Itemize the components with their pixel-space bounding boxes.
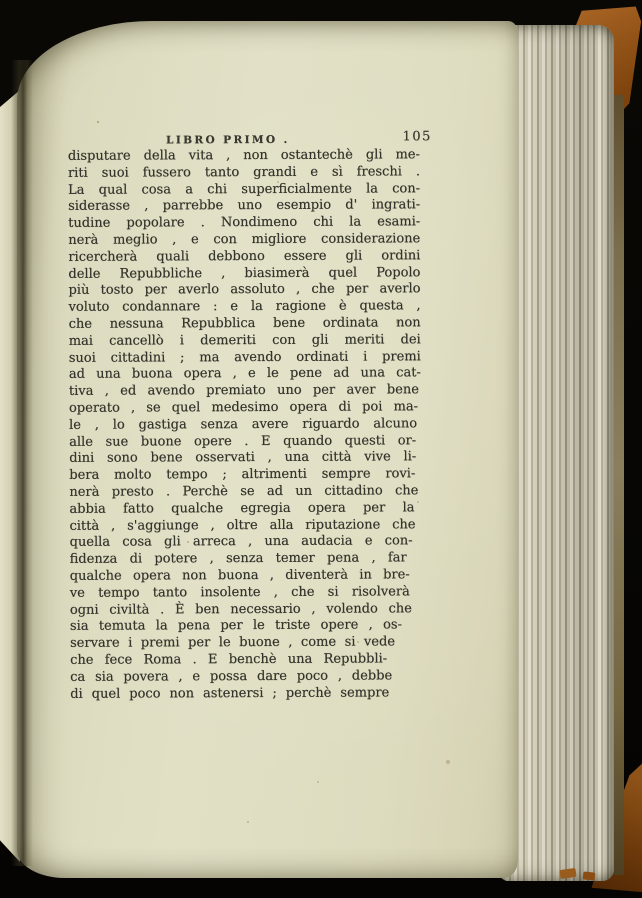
text-line: siderasse , parrebbe uno esempio d' ingrati-	[68, 197, 421, 215]
running-header-title: LIBRO PRIMO .	[166, 133, 290, 147]
text-line: fidenza di potere , senza temer pena , far	[69, 550, 407, 567]
text-line: mai cancellò i demeriti con gli meriti dei	[68, 331, 421, 349]
text-line: di quel poco non astenersi ; perchè sempre	[70, 684, 390, 702]
text-line: abbia fatto qualche egregia opera per la	[69, 499, 415, 517]
text-line: nerà meglio , e con migliore considerazione	[68, 231, 421, 248]
book-page	[17, 21, 518, 878]
text-line: qualche opera non buona , diventerà in bre-	[69, 567, 410, 584]
text-line: ad una buona opera , e le pene ad una cat-	[68, 365, 421, 383]
text-line: bera molto tempo ; altrimenti sempre rovi-	[69, 466, 416, 483]
text-line: dini sono bene osservati , una città vive li-	[69, 449, 417, 467]
text-line: voluto condannare : e la ragione è questa ,	[68, 298, 421, 315]
text-line: servare i premi per le buone , come si vede	[69, 634, 396, 651]
page-number: 105	[402, 129, 432, 145]
text-line: ve tempo tanto insolente , che si risolverà	[69, 584, 410, 601]
text-line: città , s'aggiunge , oltre alla riputazione che	[69, 516, 416, 534]
text-line: le , lo gastiga senza avere riguardo alcuno	[69, 415, 418, 433]
text-line: nerà presto . Perchè se ad un cittadino che	[69, 483, 419, 500]
printed-text-block	[67, 128, 432, 703]
leather-chip	[583, 871, 596, 880]
text-line: riti suoi fussero tanto grandi e sì freschi .	[67, 164, 420, 181]
text-line: quella cosa gli arreca , una audacia e con-	[69, 533, 413, 551]
text-line: ca sia povera , e possa dare poco , debbe	[70, 668, 393, 685]
text-line: che nessuna Repubblica bene ordinata non	[68, 315, 421, 332]
text-line: più tosto per averlo assoluto , che per averlo	[68, 281, 421, 299]
text-line: tudine popolare . Nondimeno chi la esami-	[68, 214, 421, 231]
text-line: che fece Roma . E benchè una Repubbli-	[70, 651, 388, 668]
text-line: ricercherà quali debbono essere gli ordini	[68, 248, 421, 265]
text-line: operato , se quel medesimo opera di poi ma-	[68, 399, 418, 416]
text-line: alle sue buone opere . E quando questi or-	[69, 432, 417, 450]
text-line: La qual cosa a chi superficialmente la con-	[67, 180, 421, 198]
text-line: delle Repubbliche , biasimerà quel Popolo	[68, 264, 421, 282]
text-line: disputare della vita , non ostantechè gli me-	[67, 147, 420, 164]
text-line: sia temuta la pena per le triste opere , os-	[69, 617, 402, 635]
text-line: ogni civiltà . È ben necessario , volendo che	[69, 600, 412, 618]
gutter-shadow	[11, 60, 33, 866]
running-header	[68, 128, 432, 147]
text-line: tiva , ed avendo premiato uno per aver bene	[68, 382, 419, 399]
text-line: suoi cittadini ; ma avendo ordinati i premi	[68, 348, 421, 366]
paper-specks	[97, 121, 99, 123]
body-text	[68, 147, 422, 703]
